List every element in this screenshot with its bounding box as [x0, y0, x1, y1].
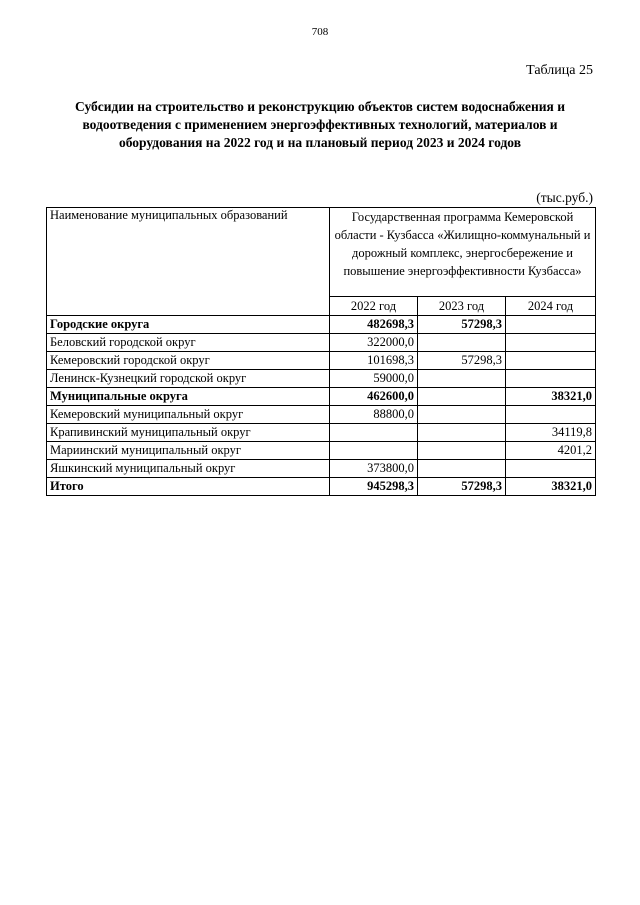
value-2022-cell: 482698,3	[330, 316, 418, 334]
value-2023-cell	[418, 406, 506, 424]
value-2023-cell: 57298,3	[418, 316, 506, 334]
value-2023-cell: 57298,3	[418, 352, 506, 370]
table-row	[47, 388, 596, 406]
value-2024-cell	[506, 316, 596, 334]
table-row	[47, 334, 596, 352]
municipality-cell: Кемеровский муниципальный округ	[47, 406, 330, 424]
table-row	[47, 352, 596, 370]
value-2022-cell: 322000,0	[330, 334, 418, 352]
value-2022-cell: 945298,3	[330, 478, 418, 496]
value-2024-cell	[506, 352, 596, 370]
value-2024-cell	[506, 460, 596, 478]
value-2022-cell: 373800,0	[330, 460, 418, 478]
value-2023-cell	[418, 460, 506, 478]
value-2022-cell: 88800,0	[330, 406, 418, 424]
value-2023-cell	[418, 334, 506, 352]
subsidies-table	[46, 207, 596, 496]
table-row	[47, 424, 596, 442]
value-2024-cell	[506, 370, 596, 388]
value-2024-cell: 38321,0	[506, 388, 596, 406]
header-year-2023: 2023 год	[418, 297, 506, 316]
value-2023-cell	[418, 370, 506, 388]
header-municipality: Наименование муниципальных образований	[47, 208, 330, 316]
page-number: 708	[311, 26, 329, 38]
value-2024-cell: 38321,0	[506, 478, 596, 496]
value-2023-cell: 57298,3	[418, 478, 506, 496]
value-2022-cell: 462600,0	[330, 388, 418, 406]
units-label: (тыс.руб.)	[536, 190, 593, 205]
value-2022-cell	[330, 442, 418, 460]
municipality-cell: Итого	[47, 478, 330, 496]
municipality-cell: Ленинск-Кузнецкий городской округ	[47, 370, 330, 388]
municipality-cell: Яшкинский муниципальный округ	[47, 460, 330, 478]
document-title: Субсидии на строительство и реконструкцию объектов систем водоснабжения и водоотведения с применением энергоэффективных технологий, материалов и оборудования на 2022 год и на плановый период 2023 и 2024 годов	[75, 99, 565, 150]
value-2022-cell: 101698,3	[330, 352, 418, 370]
municipality-cell: Беловский городской округ	[47, 334, 330, 352]
header-year-2022: 2022 год	[330, 297, 418, 316]
table-row	[47, 442, 596, 460]
value-2023-cell	[418, 388, 506, 406]
value-2024-cell	[506, 334, 596, 352]
table-row	[47, 316, 596, 334]
table-row	[47, 478, 596, 496]
value-2023-cell	[418, 442, 506, 460]
municipality-cell: Городские округа	[47, 316, 330, 334]
municipality-cell: Мариинский муниципальный округ	[47, 442, 330, 460]
value-2023-cell	[418, 424, 506, 442]
value-2022-cell	[330, 424, 418, 442]
table-row	[47, 460, 596, 478]
header-year-2024: 2024 год	[506, 297, 596, 316]
header-program: Государственная программа Кемеровской области - Кузбасса «Жилищно-коммунальный и дорожный комплекс, энергосбережение и повышение энергоэффективности Кузбасса»	[330, 208, 596, 297]
value-2024-cell	[506, 406, 596, 424]
municipality-cell: Крапивинский муниципальный округ	[47, 424, 330, 442]
table-body	[47, 316, 596, 496]
table-row	[47, 370, 596, 388]
municipality-cell: Муниципальные округа	[47, 388, 330, 406]
value-2022-cell: 59000,0	[330, 370, 418, 388]
table-label: Таблица 25	[526, 63, 593, 78]
value-2024-cell: 4201,2	[506, 442, 596, 460]
value-2024-cell: 34119,8	[506, 424, 596, 442]
municipality-cell: Кемеровский городской округ	[47, 352, 330, 370]
table-row	[47, 406, 596, 424]
